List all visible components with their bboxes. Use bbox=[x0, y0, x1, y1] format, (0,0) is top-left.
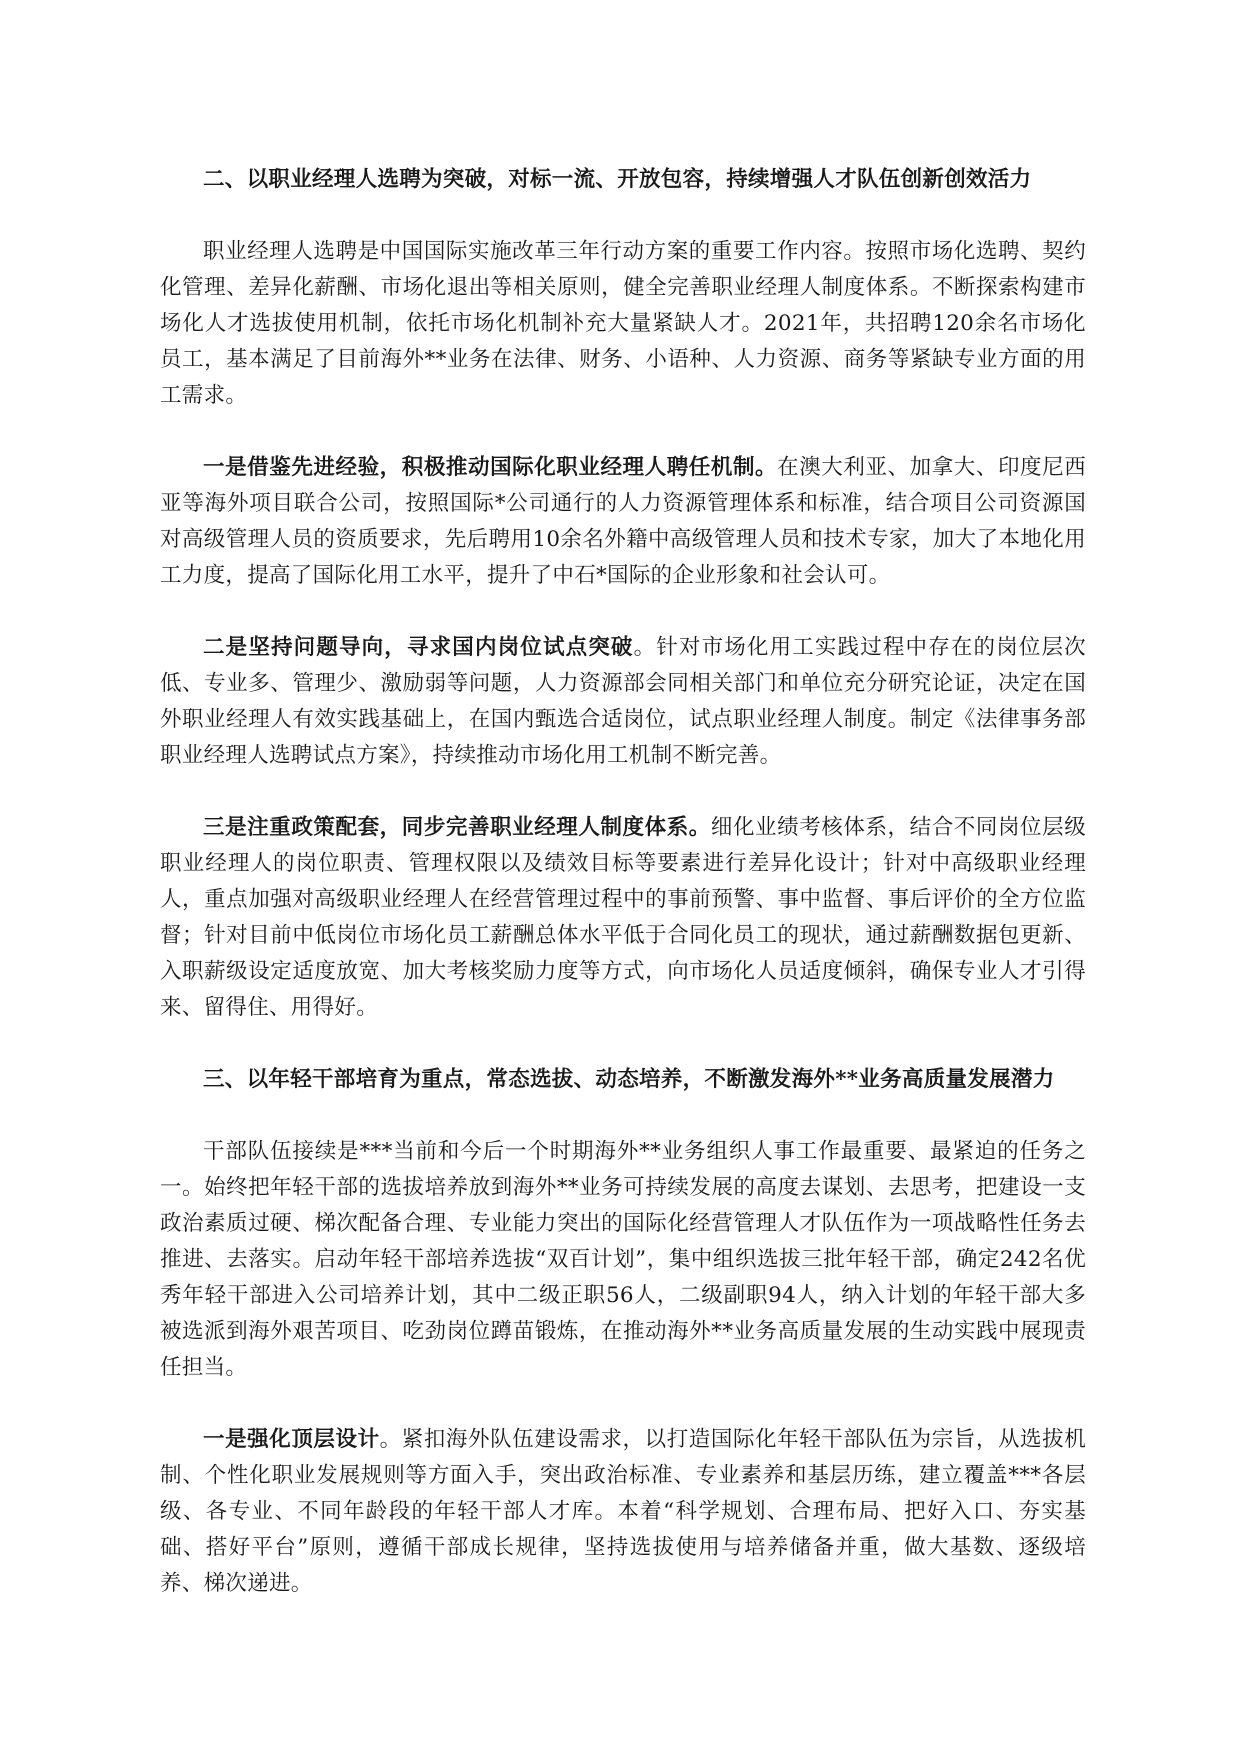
section-2-intro-paragraph bbox=[160, 234, 1086, 414]
section-2-heading: 二、以职业经理人选聘为突破，对标一流、开放包容，持续增强人才队伍创新创效活力 bbox=[203, 167, 1032, 192]
section-2-intro-text: 职业经理人选聘是中国国际实施改革三年行动方案的重要工作内容。按照市场化选聘、契约化管理、差异化薪酬、市场化退出等相关原则，健全完善职业经理人制度体系。不断探索构建市场化人才选拔使用机制，依托市场化机制补充大量紧缺人才。2021年，共招聘120余名市场化员工，基本满足了目前海外**业务在法律、财务、小语种、人力资源、商务等紧缺专业方面的用工需求。 bbox=[160, 239, 1086, 408]
section-3-heading: 三、以年轻干部培育为重点，常态选拔、动态培养，不断激发海外**业务高质量发展潜力 bbox=[203, 1067, 1055, 1092]
document-page bbox=[160, 162, 1086, 1638]
point-2-paragraph bbox=[160, 630, 1086, 774]
section-3-intro-text: 干部队伍接续是***当前和今后一个时期海外**业务组织人事工作最重要、最紧迫的任务之一。始终把年轻干部的选拔培养放到海外**业务可持续发展的高度去谋划、去思考，把建设一支政治素质过硬、梯次配备合理、专业能力突出的国际化经营管理人才队伍作为一项战略性任务去推进、去落实。启动年轻干部培养选拔“双百计划”，集中组织选拔三批年轻干部，确定242名优秀年轻干部进入公司培养计划，其中二级正职56人，二级副职94人，纳入计划的年轻干部大多被选派到海外艰苦项目、吃劲岗位蹲苗锻炼，在推动海外**业务高质量发展的生动实践中展现责任担当。 bbox=[160, 1139, 1086, 1380]
section-3-intro-paragraph bbox=[160, 1134, 1086, 1386]
point-2-body: 。针对市场化用工实践过程中存在的岗位层次低、专业多、管理少、激励弱等问题，人力资源部会同相关部门和单位充分研究论证，决定在国外职业经理人有效实践基础上，在国内甄选合适岗位，试点职业经理人制度。制定《法律事务部职业经理人选聘试点方案》，持续推动市场化用工机制不断完善。 bbox=[160, 635, 1086, 768]
point-3-paragraph bbox=[160, 810, 1086, 1026]
point-4-body: 。紧扣海外队伍建设需求，以打造国际化年轻干部队伍为宗旨，从选拔机制、个性化职业发展规则等方面入手，突出政治标准、专业素养和基层历练，建立覆盖***各层级、各专业、不同年龄段的年轻干部人才库。本着“科学规划、合理布局、把好入口、夯实基础、搭好平台”原则，遵循干部成长规律，坚持选拔使用与培养储备并重，做大基数、逐级培养、梯次递进。 bbox=[160, 1427, 1086, 1596]
point-1-paragraph bbox=[160, 450, 1086, 594]
point-4-lead: 一是强化顶层设计 bbox=[203, 1427, 380, 1452]
point-3-body: 细化业绩考核体系，结合不同岗位层级职业经理人的岗位职责、管理权限以及绩效目标等要素进行差异化设计；针对中高级职业经理人，重点加强对高级职业经理人在经营管理过程中的事前预警、事中监督、事后评价的全方位监督；针对目前中低岗位市场化员工薪酬总体水平低于合同化员工的现状，通过薪酬数据包更新、入职薪级设定适度放宽、加大考核奖励力度等方式，向市场化人员适度倾斜，确保专业人才引得来、留得住、用得好。 bbox=[160, 815, 1086, 1020]
point-2-lead: 二是坚持问题导向，寻求国内岗位试点突破 bbox=[203, 635, 634, 660]
point-1-body: 在澳大利亚、加拿大、印度尼西亚等海外项目联合公司，按照国际*公司通行的人力资源管理体系和标准，结合项目公司资源国对高级管理人员的资质要求，先后聘用10余名外籍中高级管理人员和技术专家，加大了本地化用工力度，提高了国际化用工水平，提升了中石*国际的企业形象和社会认可。 bbox=[160, 455, 1087, 588]
point-1-lead: 一是借鉴先进经验，积极推动国际化职业经理人聘任机制。 bbox=[203, 455, 778, 480]
point-4-paragraph bbox=[160, 1422, 1086, 1602]
point-3-lead: 三是注重政策配套，同步完善职业经理人制度体系。 bbox=[203, 815, 711, 840]
